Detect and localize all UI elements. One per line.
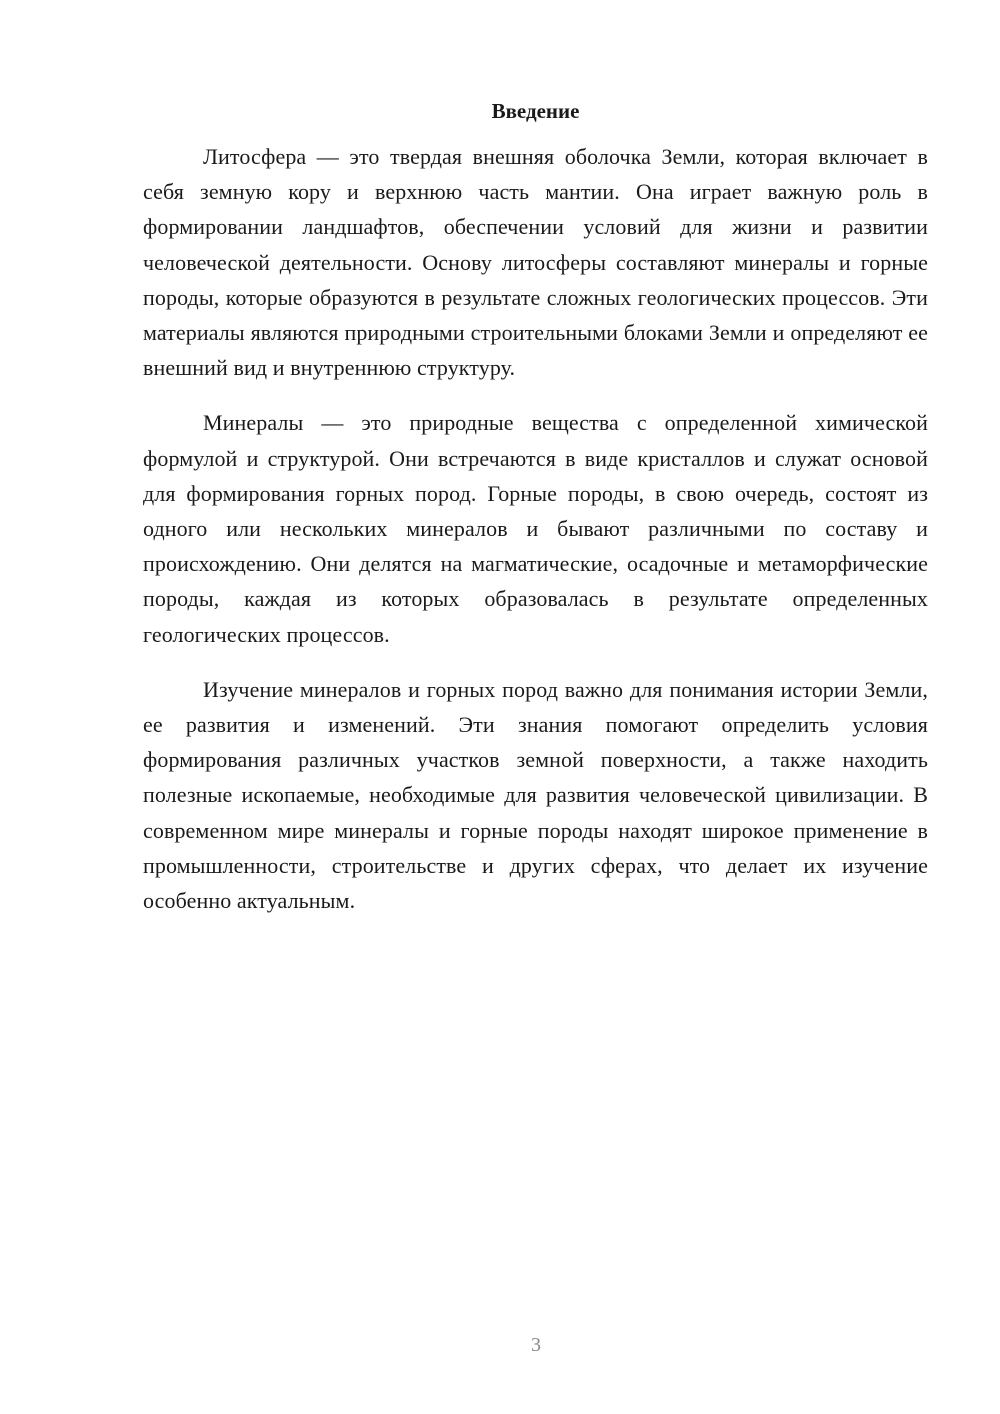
page-title: Введение [491,99,580,123]
page-content [143,96,928,938]
paragraph-lithosphere: Литосфера — это твердая внешняя оболочка Земли, которая включает в себя земную кору и верхнюю часть мантии. Она играет важную роль в формировании ландшафтов, обеспечении условий для жизни и развитии человеческой деятельности. Основу литосферы составляют минералы и горные породы, которые образуются в результате сложных геологических процессов. Эти материалы являются природными строительными блоками Земли и определяют ее внешний вид и внутреннюю структуру. [143,144,928,381]
page-number: 3 [531,1334,541,1356]
paragraph-study: Изучение минералов и горных пород важно для понимания истории Земли, ее развития и изменений. Эти знания помогают определить условия формирования различных участков земной поверхности, а также находить полезные ископаемые, необходимые для развития человеческой цивилизации. В современном мире минералы и горные породы находят широкое применение в промышленности, строительстве и других сферах, что делает их изучение особенно актуальным. [143,676,928,914]
paragraph-minerals: Минералы — это природные вещества с определенной химической формулой и структурой. Они встречаются в виде кристаллов и служат основой для формирования горных пород. Горные породы, в свою очередь, состоят из одного или нескольких минералов и бывают различными по составу и происхождению. Они делятся на магматические, осадочные и метаморфические породы, каждая из которых образовалась в результате определенных геологических процессов. [143,410,928,647]
